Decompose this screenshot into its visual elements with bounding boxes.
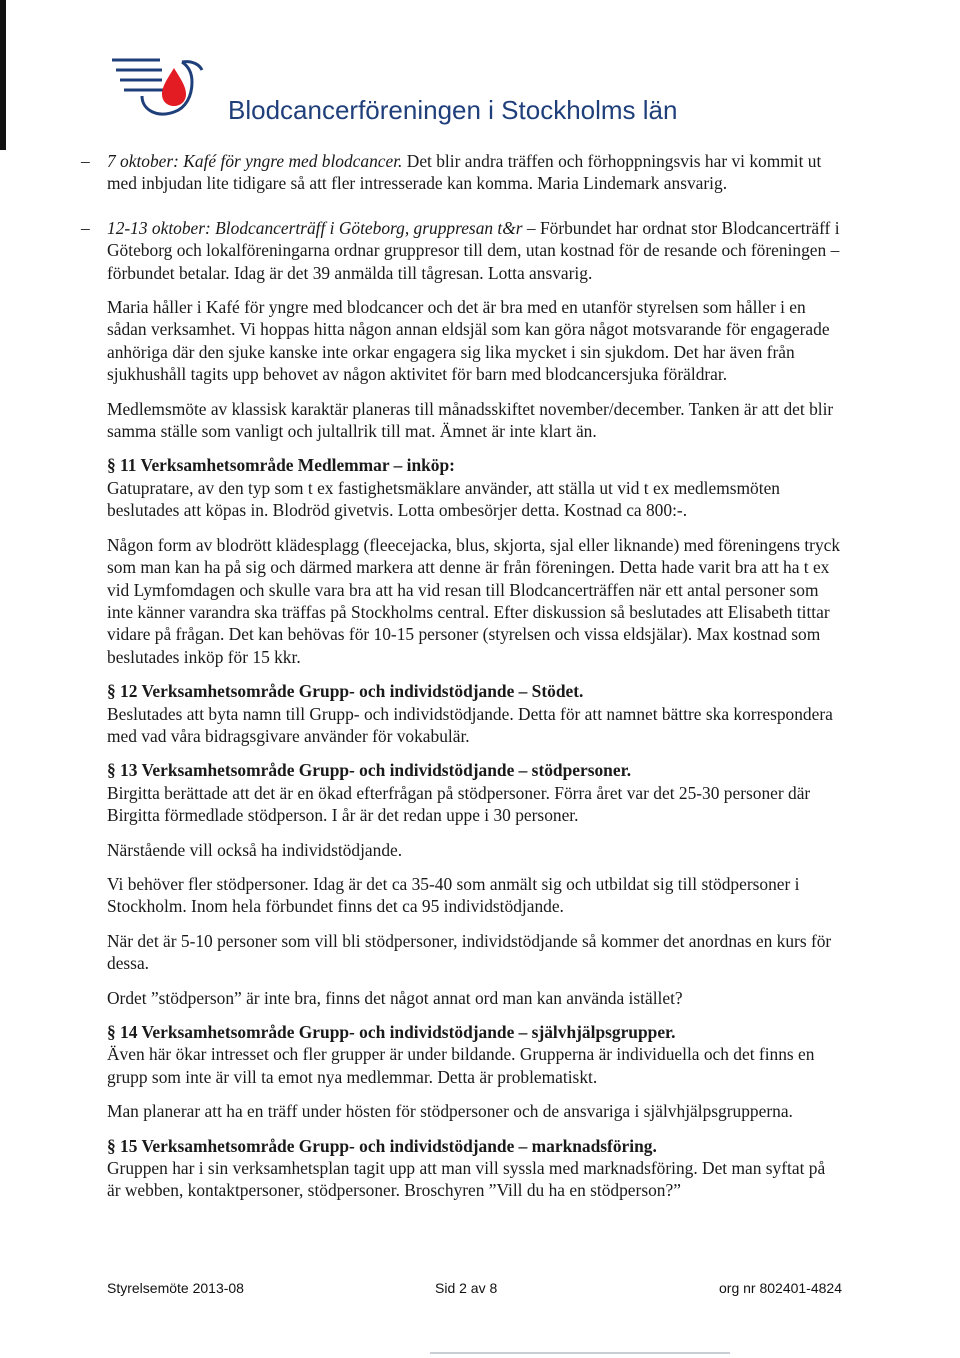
- paragraph: Närstående vill också ha individstödjande.: [107, 839, 403, 860]
- section-heading: § 14 Verksamhetsområde Grupp- och individstödjande – självhjälpsgrupper.: [107, 1022, 676, 1042]
- section-13: [107, 759, 842, 826]
- section-14: [107, 1021, 842, 1088]
- section-heading: § 11 Verksamhetsområde Medlemmar – inköp:: [107, 455, 455, 476]
- document-body: [81, 150, 842, 1214]
- section-11: [107, 454, 842, 521]
- dash-bullet: –: [81, 151, 90, 171]
- paragraph: Medlemsmöte av klassisk karaktär planeras till månadsskiftet november/december. Tanken är att det blir samma ställe som vanligt och jultallrik till mat. Ämnet är inte klart än.: [107, 398, 834, 442]
- list-item: [81, 217, 842, 284]
- red-drop-bird-logo-icon: [82, 48, 222, 132]
- section-12: [107, 680, 842, 747]
- paragraph: Vi behöver fler stödpersoner. Idag är det ca 35-40 som anmält sig och utbildat sig till stödpersoner i Stockholm. Inom hela förbundet finns det ca 95 individstödjande.: [107, 873, 800, 917]
- list-item: [81, 150, 842, 195]
- bullet-lead: 12-13 oktober: Blodcancerträff i Göteborg, gruppresan t&r: [107, 217, 523, 238]
- section-heading: § 12 Verksamhetsområde Grupp- och individstödjande – Stödet.: [107, 681, 584, 702]
- bullet-lead: 7 oktober: Kafé för yngre med blodcancer.: [107, 151, 403, 171]
- section-lead: Även här ökar intresset och fler grupper är under bildande. Grupperna är individuella och det finns en grupp som inte är vill ta emot nya medlemmar. Detta är problematiskt.: [107, 1044, 815, 1087]
- footer-org-number: org nr 802401-4824: [719, 1280, 842, 1296]
- paragraph: Någon form av blodrött klädesplagg (fleecejacka, blus, skjorta, sjal eller liknande) med föreningens tryck som man kan ha på sig och därmed markera att denne är från föreningen. Detta hade varit bra att ha t ex vid Lymfomdagen och skulle vara bra att ha vid resan till Blodcancerträffen när ett antal personer som inte känner varandra ska träffas på Stockholms central. Efter diskussion så beslutades att Elisabeth tittar vidare på frågan. Det kan behövas för 10-15 personer (styrelsen och vissa eldsjälar). Max kostnad som beslutades inköp för 15 kkr.: [107, 534, 841, 667]
- section-heading: § 15 Verksamhetsområde Grupp- och individstödjande – marknadsföring.: [107, 1135, 657, 1156]
- paragraph: När det är 5-10 personer som vill bli stödpersoner, individstödjande så kommer det anordnas en kurs för dessa.: [107, 930, 832, 974]
- section-lead: Beslutades att byta namn till Grupp- och individstödjande. Detta för att namnet bättre ska korrespondera med vad våra bidragsgivare använder för vokabulär.: [107, 703, 833, 746]
- scan-edge-mark: [0, 0, 6, 150]
- section-15: [107, 1135, 842, 1202]
- paragraph: Man planerar att ha en träff under hösten för stödpersoner och de ansvariga i självhjälpsgrupperna.: [107, 1101, 793, 1122]
- bullet-text: – Förbundet har ordnat stor Blodcancerträff i Göteborg och lokalföreningarna ordnar gruppresor till dem, utan kostnad för de resande och föreningen – förbundet betalar. Idag är det 39 anmälda till tågresan. Lotta ansvarig.: [107, 217, 840, 283]
- bullet-text: Det blir andra träffen och förhoppningsvis har vi kommit ut med inbjudan lite tidigare så att fler intresserade kan komma. Maria Lindemark ansvarig.: [107, 151, 822, 194]
- dash-bullet: –: [81, 217, 90, 238]
- footer-page-number: Sid 2 av 8: [435, 1280, 498, 1296]
- paragraph: Ordet ”stödperson” är inte bra, finns det något annat ord man kan använda istället?: [107, 987, 683, 1008]
- section-heading: § 13 Verksamhetsområde Grupp- och individstödjande – stödpersoner.: [107, 760, 632, 781]
- section-lead: Gruppen har i sin verksamhetsplan tagit upp att man vill syssla med marknadsföring. Det man syftat på är webben, kontaktpersoner, stödpersoner. Broschyren ”Vill du ha en stödperson?”: [107, 1158, 826, 1201]
- letterhead: [82, 48, 942, 132]
- scan-bottom-rule: [430, 1352, 730, 1354]
- organization-name: Blodcancerföreningen i Stockholms län: [228, 95, 678, 125]
- section-lead: Gatupratare, av den typ som t ex fastighetsmäklare använder, att ställa ut vid t ex medlemsmöten beslutades att köpas in. Blodröd givetvis. Lotta ombesörjer detta. Kostnad ca 800:-.: [107, 477, 780, 521]
- paragraph: Maria håller i Kafé för yngre med blodcancer och det är bra med en utanför styrelsen som håller i en sådan verksamhet. Vi hoppas hitta någon annan eldsjäl som kan göra något motsvarande för engagerade anhöriga där den sjuke kanske inte orkar engagera sig lika mycket i sin sjukdom. Det har även från sjukhushåll tagits upp behovet av någon aktivitet för barn med blodcancersjuka föräldrar.: [107, 297, 830, 385]
- section-lead: Birgitta berättade att det är en ökad efterfrågan på stödpersoner. Förra året var det 25-30 personer där Birgitta förmedlade stödperson. I år är det redan uppe i 30 personer.: [107, 782, 811, 826]
- footer-meeting-label: Styrelsemöte 2013-08: [107, 1280, 244, 1296]
